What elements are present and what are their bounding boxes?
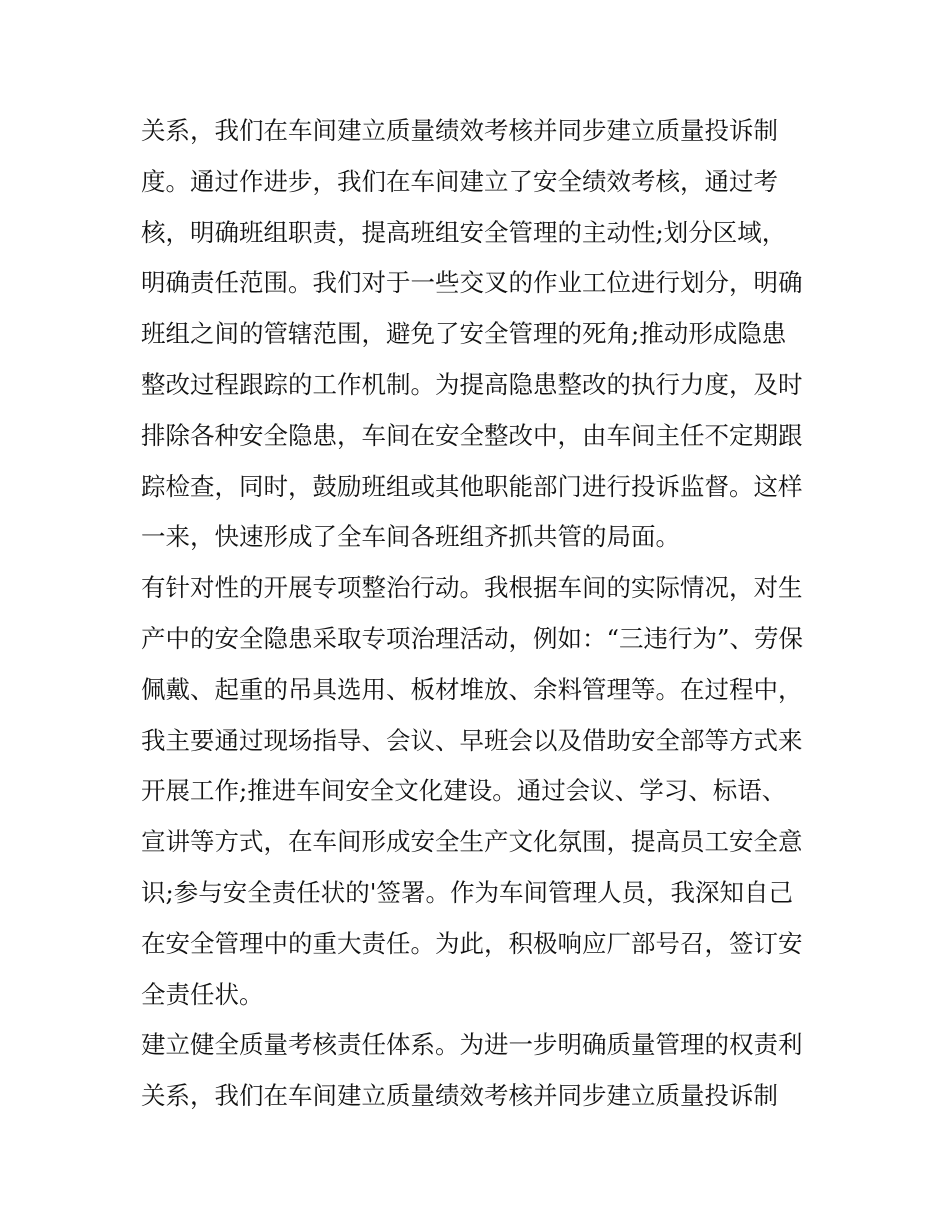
text-line-20: 关系，我们在车间建立质量绩效考核并同步建立质量投诉制 — [141, 1081, 778, 1111]
text-line-5: 班组之间的管辖范围，避免了安全管理的死角;推动形成隐患 — [141, 319, 787, 349]
text-line-7: 排除各种安全隐患，车间在安全整改中，由车间主任不定期跟 — [141, 420, 803, 450]
text-line-18: 全责任状。 — [141, 979, 264, 1009]
text-line-3: 核，明确班组职责，提高班组安全管理的主动性;划分区域， — [141, 217, 787, 247]
text-line-13: 我主要通过现场指导、会议、早班会以及借助安全部等方式来 — [141, 725, 803, 755]
body-text — [141, 106, 821, 1122]
text-line-6: 整改过程跟踪的工作机制。为提高隐患整改的执行力度，及时 — [141, 369, 803, 399]
text-line-12: 佩戴、起重的吊具选用、板材堆放、余料管理等。在过程中， — [141, 674, 803, 704]
text-line-19: 建立健全质量考核责任体系。为进一步明确质量管理的权责利 — [141, 1030, 803, 1060]
text-line-17: 在安全管理中的重大责任。为此，积极响应厂部号召，签订安 — [141, 928, 803, 958]
text-line-1: 关系，我们在车间建立质量绩效考核并同步建立质量投诉制 — [141, 116, 778, 145]
text-line-4: 明确责任范围。我们对于一些交叉的作业工位进行划分，明确 — [141, 268, 803, 298]
text-line-11: 产中的安全隐患采取专项治理活动，例如：“三违行为”、劳保 — [141, 623, 804, 653]
text-line-15: 宣讲等方式，在车间形成安全生产文化氛围，提高员工安全意 — [141, 827, 803, 857]
text-line-14: 开展工作;推进车间安全文化建设。通过会议、学习、标语、 — [141, 776, 787, 806]
text-line-16: 识;参与安全责任状的'签署。作为车间管理人员，我深知自己 — [141, 877, 793, 907]
text-line-2: 度。通过作进步，我们在车间建立了安全绩效考核，通过考 — [141, 166, 778, 196]
text-line-9: 一来，快速形成了全车间各班组齐抓共管的局面。 — [141, 522, 680, 552]
text-line-8: 踪检查，同时，鼓励班组或其他职能部门进行投诉监督。这样 — [141, 471, 803, 501]
text-line-10: 有针对性的开展专项整治行动。我根据车间的实际情况，对生 — [141, 573, 803, 603]
